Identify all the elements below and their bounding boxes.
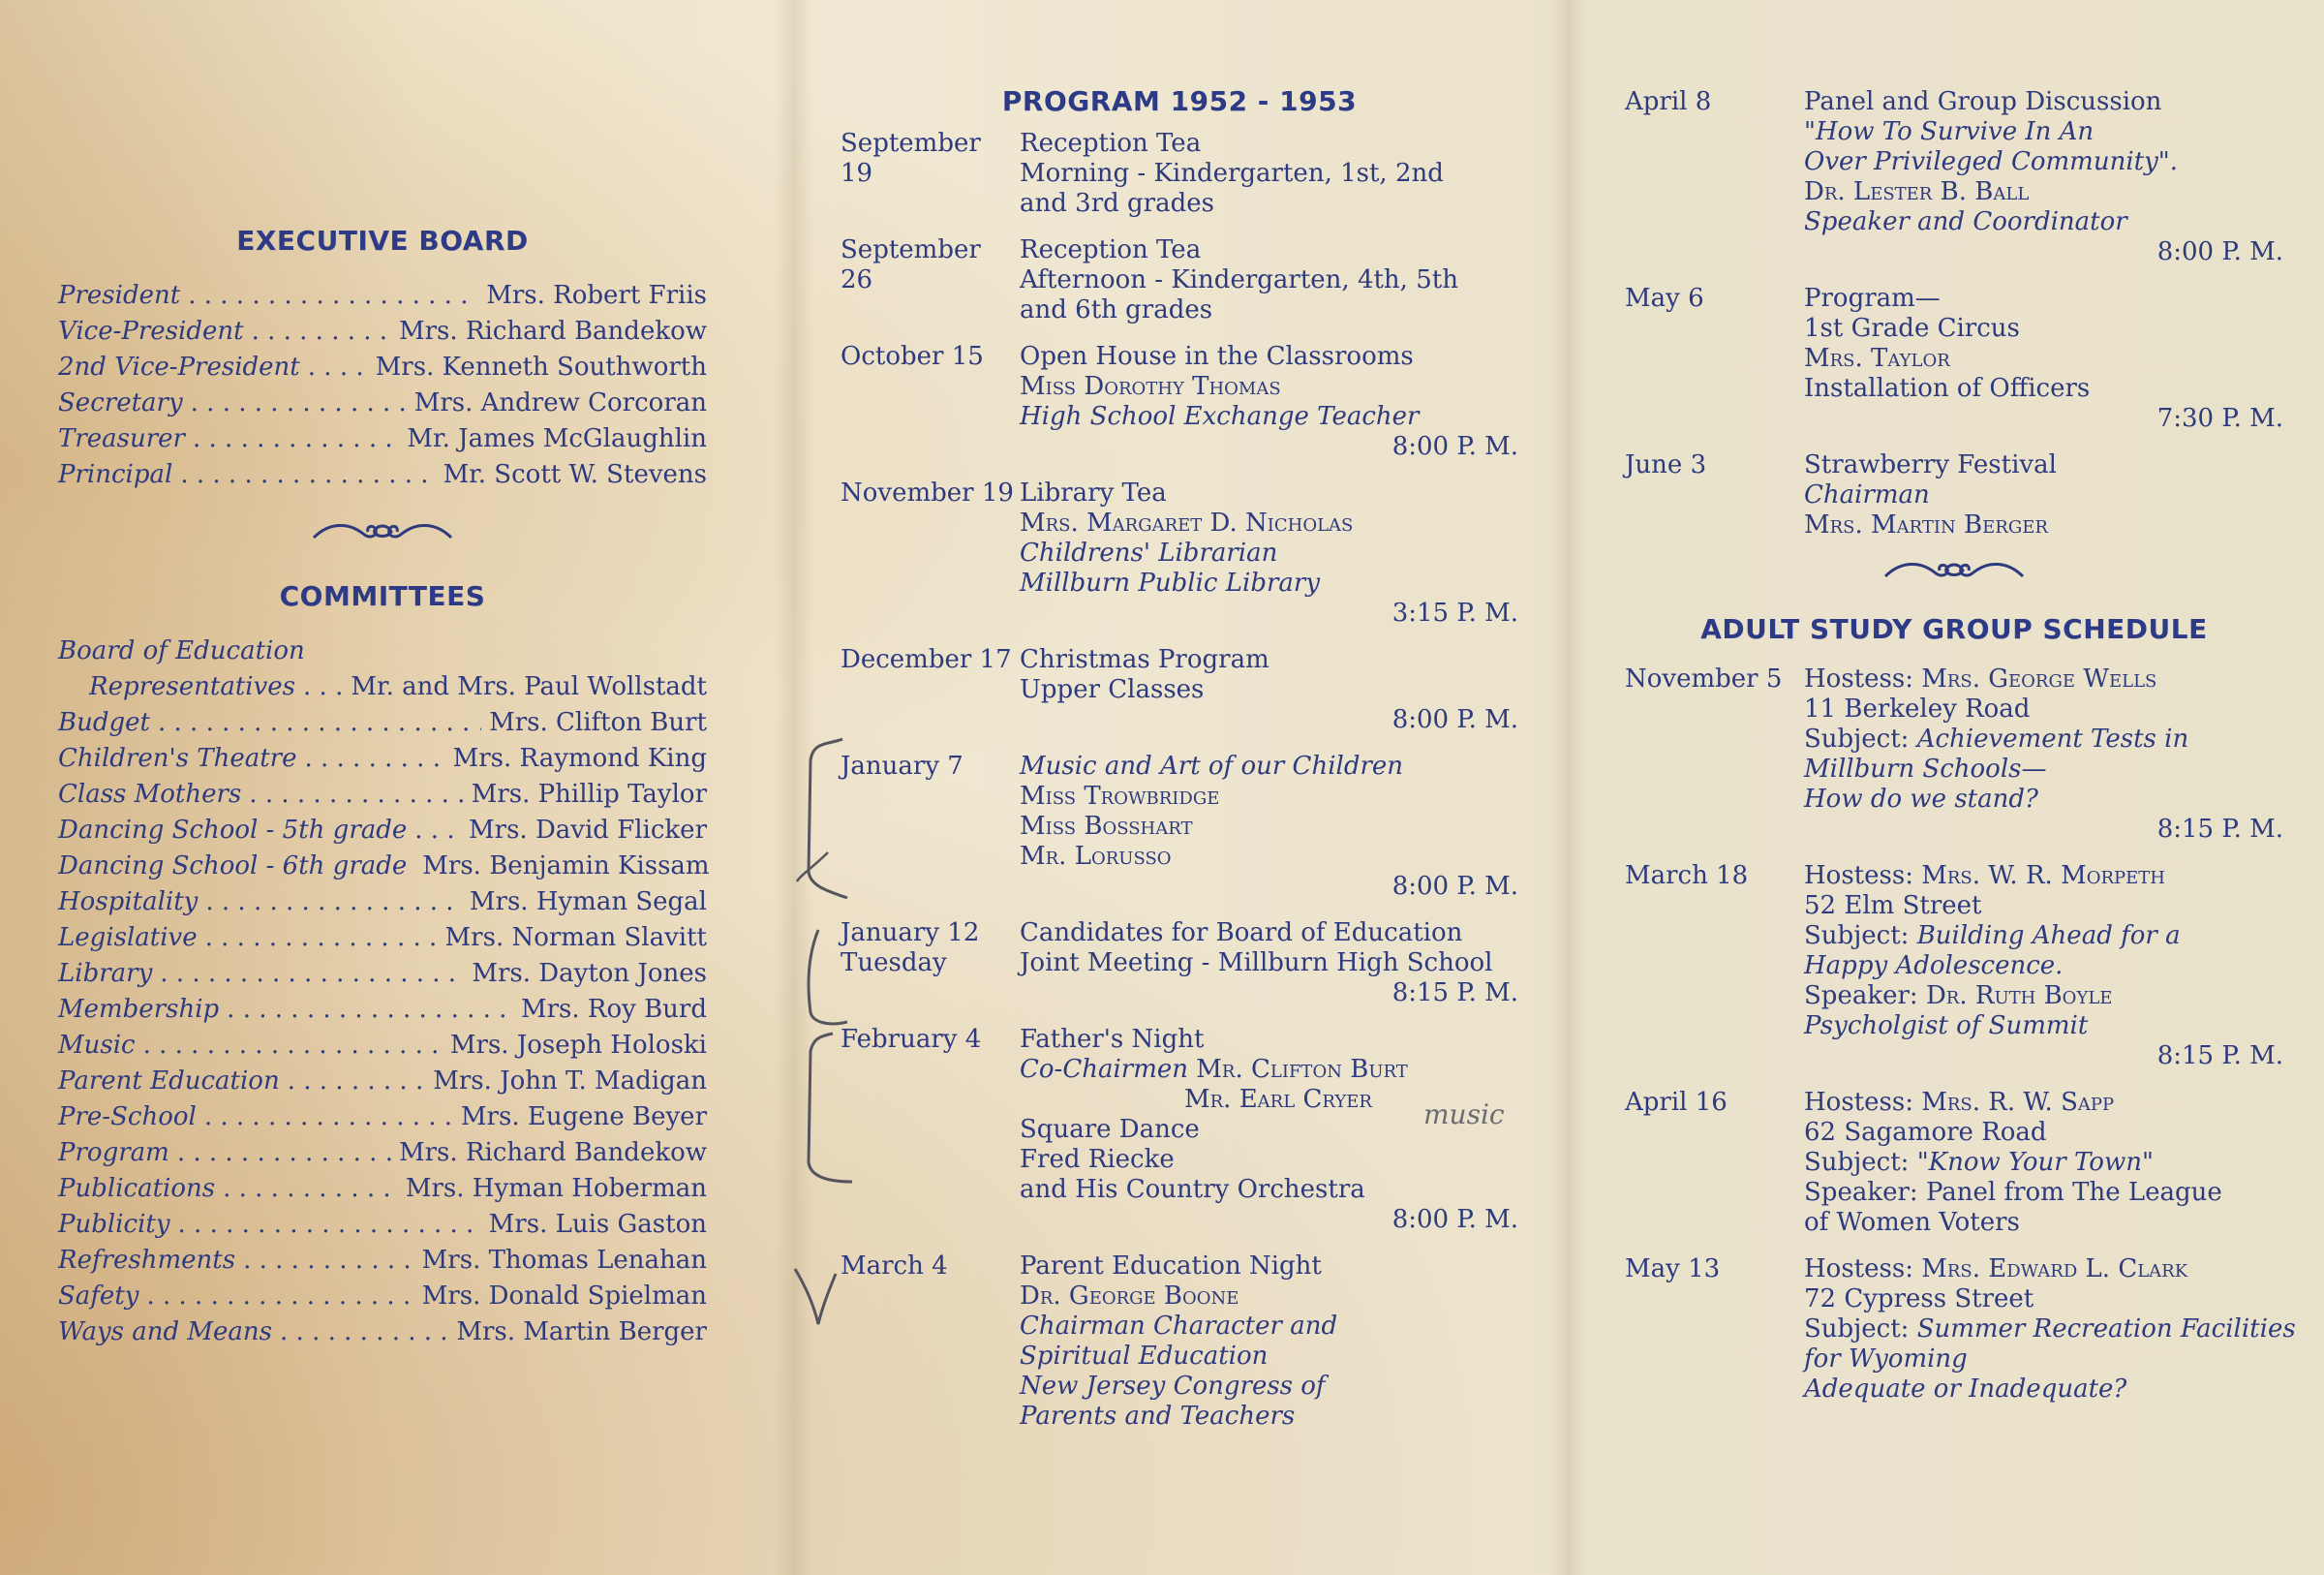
officer-name: Mrs. Robert Friis [486,281,707,310]
committee-row [58,956,707,992]
committee-name: Mrs. David Flicker [469,816,707,845]
committee-title: Legislative [58,923,198,952]
committee-name: Mrs. Martin Berger [456,1317,707,1346]
event-date: January 7 [841,752,963,781]
committee-title: Hospitality [58,887,199,916]
event-entry [841,1251,1518,1432]
event-date: October 15 [841,342,984,371]
event-line: and His Country Orchestra [1020,1175,1365,1204]
event-line: Program— [1804,284,1941,313]
committee-title: Refreshments [58,1246,236,1275]
committee-name: Mrs. Benjamin Kissam [422,851,710,880]
event-line: Candidates for Board of Education [1020,918,1463,947]
event-date: May 13 [1625,1254,1721,1283]
event-line: Co-Chairmen Mr. Clifton Burt [1020,1055,1408,1084]
event-line: Childrens' Librarian [1020,539,1278,568]
event-line: New Jersey Congress of [1020,1372,1326,1401]
officer-name: Mr. Scott W. Stevens [443,460,707,489]
committee-title: Representatives [89,672,296,701]
executive-board-row [58,350,707,386]
committee-name: Mrs. Norman Slavitt [444,923,707,952]
committee-title: Ways and Means [58,1317,273,1346]
executive-board-row [58,421,707,457]
event-time: 8:15 P. M. [2156,815,2283,844]
event-line: Subject: Building Ahead for a [1804,921,2181,950]
event-details [1020,752,1518,902]
event-line: for Wyoming [1804,1344,1968,1374]
leader-dots [205,920,438,956]
event-details [1804,1254,2296,1405]
event-line: Chairman Character and [1020,1312,1338,1341]
event-entry [841,645,1518,735]
left-panel [58,0,710,1575]
leader-dots [177,1135,391,1171]
committee-title: Pre-School [58,1102,197,1131]
event-line: Christmas Program [1020,645,1269,674]
event-details [1804,664,2283,845]
committee-name: Mrs. Richard Bandekow [398,1138,707,1167]
officer-title: Secretary [58,388,183,417]
committee-row [58,920,707,956]
event-date: November 5 [1625,664,1783,694]
committee-row [58,705,707,741]
leader-dots [414,813,461,849]
committee-title: Dancing School - 5th grade [58,816,408,845]
committees-heading: COMMITTEES [279,580,486,612]
event-line: 72 Cypress Street [1804,1284,2034,1313]
event-line: Parents and Teachers [1020,1402,1296,1431]
leader-dots [223,1171,398,1207]
event-line: of Women Voters [1804,1208,2020,1237]
event-line: Father's Night [1020,1025,1205,1054]
committee-name: Mrs. Phillip Taylor [471,780,707,809]
leader-dots [249,777,463,813]
event-line: Millburn Schools— [1804,755,2047,784]
officer-title: 2nd Vice-President [58,353,300,382]
officer-title: Principal [58,460,173,489]
leader-dots [193,421,399,457]
event-line: Open House in the Classrooms [1020,342,1414,371]
event-line: Subject: "Know Your Town" [1804,1148,2154,1177]
event-details [1804,1088,2283,1238]
adult-study-heading: ADULT STUDY GROUP SCHEDULE [1700,613,2208,645]
event-time: 8:00 P. M. [1391,872,1518,901]
event-entry [841,1025,1518,1235]
leader-dots [205,884,462,920]
event-entry [841,235,1518,325]
event-line: Library Tea [1020,479,1167,508]
committee-title: Class Mothers [58,780,242,809]
event-details [1020,235,1518,325]
officer-name: Mrs. Kenneth Southworth [375,353,707,382]
committee-row [58,849,710,884]
committee-row [58,1028,707,1064]
leader-dots [180,457,435,493]
event-line: Subject: Summer Recreation Facilities [1804,1314,2296,1343]
committee-title: Program [58,1138,169,1167]
officer-name: Mrs. Richard Bandekow [398,317,707,346]
event-line: Reception Tea [1020,129,1202,158]
leader-dots [158,705,481,741]
event-line: "How To Survive In An [1804,117,2095,146]
event-line: 62 Sagamore Road [1804,1118,2047,1147]
committee-name: Mrs. Raymond King [452,744,707,773]
event-line: Mr. Lorusso [1020,842,1172,871]
committee-row [58,1171,707,1207]
event-line: Mrs. Martin Berger [1804,510,2048,540]
event-date: May 6 [1625,284,1704,313]
committee-name: Mrs. Donald Spielman [421,1282,707,1311]
committee-name: Mrs. Eugene Beyer [460,1102,707,1131]
committee-row [58,1243,707,1279]
event-line: Spiritual Education [1020,1342,1269,1371]
committee-row [58,1314,707,1350]
leader-dots [227,992,513,1028]
event-line: 52 Elm Street [1804,891,1982,920]
event-line: Miss Trowbridge [1020,782,1220,811]
event-time: 8:00 P. M. [1391,705,1518,734]
committee-name: Mrs. Thomas Lenahan [421,1246,707,1275]
leader-dots [143,1028,443,1064]
event-time: 7:30 P. M. [2156,404,2283,433]
ornament-swirl-icon [310,518,455,545]
committee-name: Mrs. Dayton Jones [472,959,707,988]
executive-board-list [58,278,707,493]
event-date: February 4 [841,1025,982,1054]
executive-board-row [58,278,707,314]
fold-line [1549,0,1588,1575]
event-time: 8:15 P. M. [1391,978,1518,1007]
officer-title: Treasurer [58,424,185,453]
event-entry [1625,664,2283,845]
event-line: Miss Dorothy Thomas [1020,372,1281,401]
event-line: Reception Tea [1020,235,1202,264]
event-date: April 8 [1625,87,1712,116]
committee-title: Budget [58,708,150,737]
committee-name: Mrs. Joseph Holoski [449,1031,707,1060]
event-details [1804,284,2283,434]
event-line: Miss Bosshart [1020,812,1193,841]
event-details [1020,645,1518,735]
event-date: September 19 [841,129,981,188]
event-time: 8:00 P. M. [1391,1205,1518,1234]
event-date: September 26 [841,235,981,294]
right-panel [1625,0,2296,1575]
event-date: March 4 [841,1251,948,1281]
event-details [1020,1251,1518,1432]
event-entry [841,918,1518,1008]
committee-row [58,633,707,669]
committee-row [58,669,707,705]
committee-row [58,884,707,920]
event-entry [1625,284,2283,434]
committee-row [58,1279,707,1314]
committees-list [58,633,710,1350]
leader-dots [160,956,464,992]
event-line: Mr. Earl Cryer [1184,1085,1372,1114]
event-line: How do we stand? [1804,785,2038,814]
officer-title: President [58,281,181,310]
officer-name: Mrs. Andrew Corcoran [413,388,707,417]
officer-title: Vice-President [58,317,244,346]
program-heading: PROGRAM 1952 - 1953 [1001,85,1358,117]
event-entry [841,479,1518,629]
committee-row [58,1099,707,1135]
event-line: Music and Art of our Children [1020,752,1404,781]
event-line: Hostess: Mrs. George Wells [1804,664,2157,694]
committee-title: Publicity [58,1210,170,1239]
committee-title: Music [58,1031,136,1060]
event-line: Speaker: Dr. Ruth Boyle [1804,981,2113,1010]
event-details [1020,342,1518,462]
program-events-continued [1625,87,2283,540]
event-line: Subject: Achievement Tests in [1804,725,2189,754]
event-line: Speaker and Coordinator [1804,207,2127,236]
event-line: Panel and Group Discussion [1804,87,2162,116]
event-line: 11 Berkeley Road [1804,695,2031,724]
event-line: and 6th grades [1020,295,1213,324]
middle-panel [841,0,1518,1575]
leader-dots [280,1314,448,1350]
committee-title: Library [58,959,153,988]
leader-dots [303,669,343,705]
event-line: Mrs. Taylor [1804,344,1950,373]
event-line: Morning - Kindergarten, 1st, 2nd [1020,159,1444,188]
committee-row [58,777,707,813]
committee-title: Board of Education [58,636,305,665]
committee-rows [58,705,710,1350]
committee-row [58,1135,707,1171]
ornament-swirl-icon [1881,557,2027,584]
committee-name: Mrs. Luis Gaston [488,1210,707,1239]
event-date: January 12 Tuesday [841,918,980,977]
program-events [841,129,1518,1432]
event-line: Hostess: Mrs. Edward L. Clark [1804,1254,2188,1283]
event-line: Speaker: Panel from The League [1804,1178,2222,1207]
committee-name: Mr. and Mrs. Paul Wollstadt [351,672,707,701]
event-entry [841,342,1518,462]
event-line: Happy Adolescence. [1804,951,2064,980]
event-line: Over Privileged Community". [1804,147,2178,176]
event-date: April 16 [1625,1088,1728,1117]
event-line: Chairman [1804,480,1930,510]
event-line: Hostess: Mrs. R. W. Sapp [1804,1088,2115,1117]
committee-title: Publications [58,1174,216,1203]
committee-name: Mrs. Clifton Burt [489,708,707,737]
event-entry [1625,1088,2283,1238]
event-line: Adequate or Inadequate? [1804,1374,2127,1404]
event-line: and 3rd grades [1020,189,1214,218]
leader-dots [188,278,478,314]
committee-name: Mrs. Hyman Segal [469,887,707,916]
executive-board-row [58,386,707,421]
committee-title: Dancing School - 6th grade [58,851,408,880]
event-line: Mrs. Margaret D. Nicholas [1020,509,1354,538]
event-line: Psycholgist of Summit [1804,1011,2089,1040]
event-line: Hostess: Mrs. W. R. Morpeth [1804,861,2165,890]
event-details [1804,861,2283,1071]
event-line: Installation of Officers [1804,374,2091,403]
event-line: Afternoon - Kindergarten, 4th, 5th [1020,265,1458,294]
event-time: 3:15 P. M. [1391,599,1518,628]
event-date: June 3 [1625,450,1707,479]
leader-dots [178,1207,481,1243]
committee-row [58,1207,707,1243]
event-details [1020,129,1518,219]
committee-name: Mrs. Roy Burd [520,995,707,1024]
fold-line [775,0,813,1575]
committee-row [58,813,707,849]
event-line: Joint Meeting - Millburn High School [1020,948,1493,977]
event-time: 8:00 P. M. [2156,237,2283,266]
committee-title: Parent Education [58,1066,280,1096]
committee-name: Mrs. Hyman Hoberman [405,1174,707,1203]
event-entry [1625,87,2283,267]
leader-dots [304,741,444,777]
adult-study-events [1625,664,2296,1405]
leader-dots [204,1099,453,1135]
event-details [1020,479,1518,629]
event-entry [841,752,1518,902]
event-line: Parent Education Night [1020,1251,1322,1281]
committee-name: Mrs. John T. Madigan [433,1066,707,1096]
leader-dots [308,350,368,386]
event-line: Strawberry Festival [1804,450,2057,479]
event-line: Millburn Public Library [1020,569,1321,598]
event-details [1804,87,2283,267]
event-date: March 18 [1625,861,1749,890]
event-date: December 17 [841,645,1012,674]
event-line: Dr. Lester B. Ball [1804,177,2030,206]
leader-dots [191,386,407,421]
event-entry [1625,1254,2296,1405]
event-entry [1625,861,2283,1071]
event-entry [1625,450,2283,540]
event-line: Square Dance [1020,1115,1200,1144]
committee-row [58,992,707,1028]
leader-dots [252,314,391,350]
leader-dots [243,1243,414,1279]
event-time: 8:00 P. M. [1391,432,1518,461]
leader-dots [146,1279,413,1314]
executive-board-row [58,314,707,350]
event-time: 8:15 P. M. [2156,1041,2283,1070]
event-date: November 19 [841,479,1014,508]
executive-board-heading: EXECUTIVE BOARD [236,225,529,257]
officer-name: Mr. James McGlaughlin [407,424,707,453]
leader-dots [288,1064,426,1099]
committee-row [58,1064,707,1099]
event-line: Fred Riecke [1020,1145,1175,1174]
committee-title: Membership [58,995,220,1024]
committee-title: Safety [58,1282,139,1311]
committee-title: Children's Theatre [58,744,297,773]
event-details [1804,450,2283,540]
event-entry [841,129,1518,219]
handwritten-note: music [1423,1098,1505,1130]
event-line: Dr. George Boone [1020,1282,1239,1311]
event-line: 1st Grade Circus [1804,314,2020,343]
committee-row [58,741,707,777]
event-details [1020,918,1518,1008]
event-line: High School Exchange Teacher [1020,402,1420,431]
event-line: Upper Classes [1020,675,1205,704]
executive-board-row [58,457,707,493]
